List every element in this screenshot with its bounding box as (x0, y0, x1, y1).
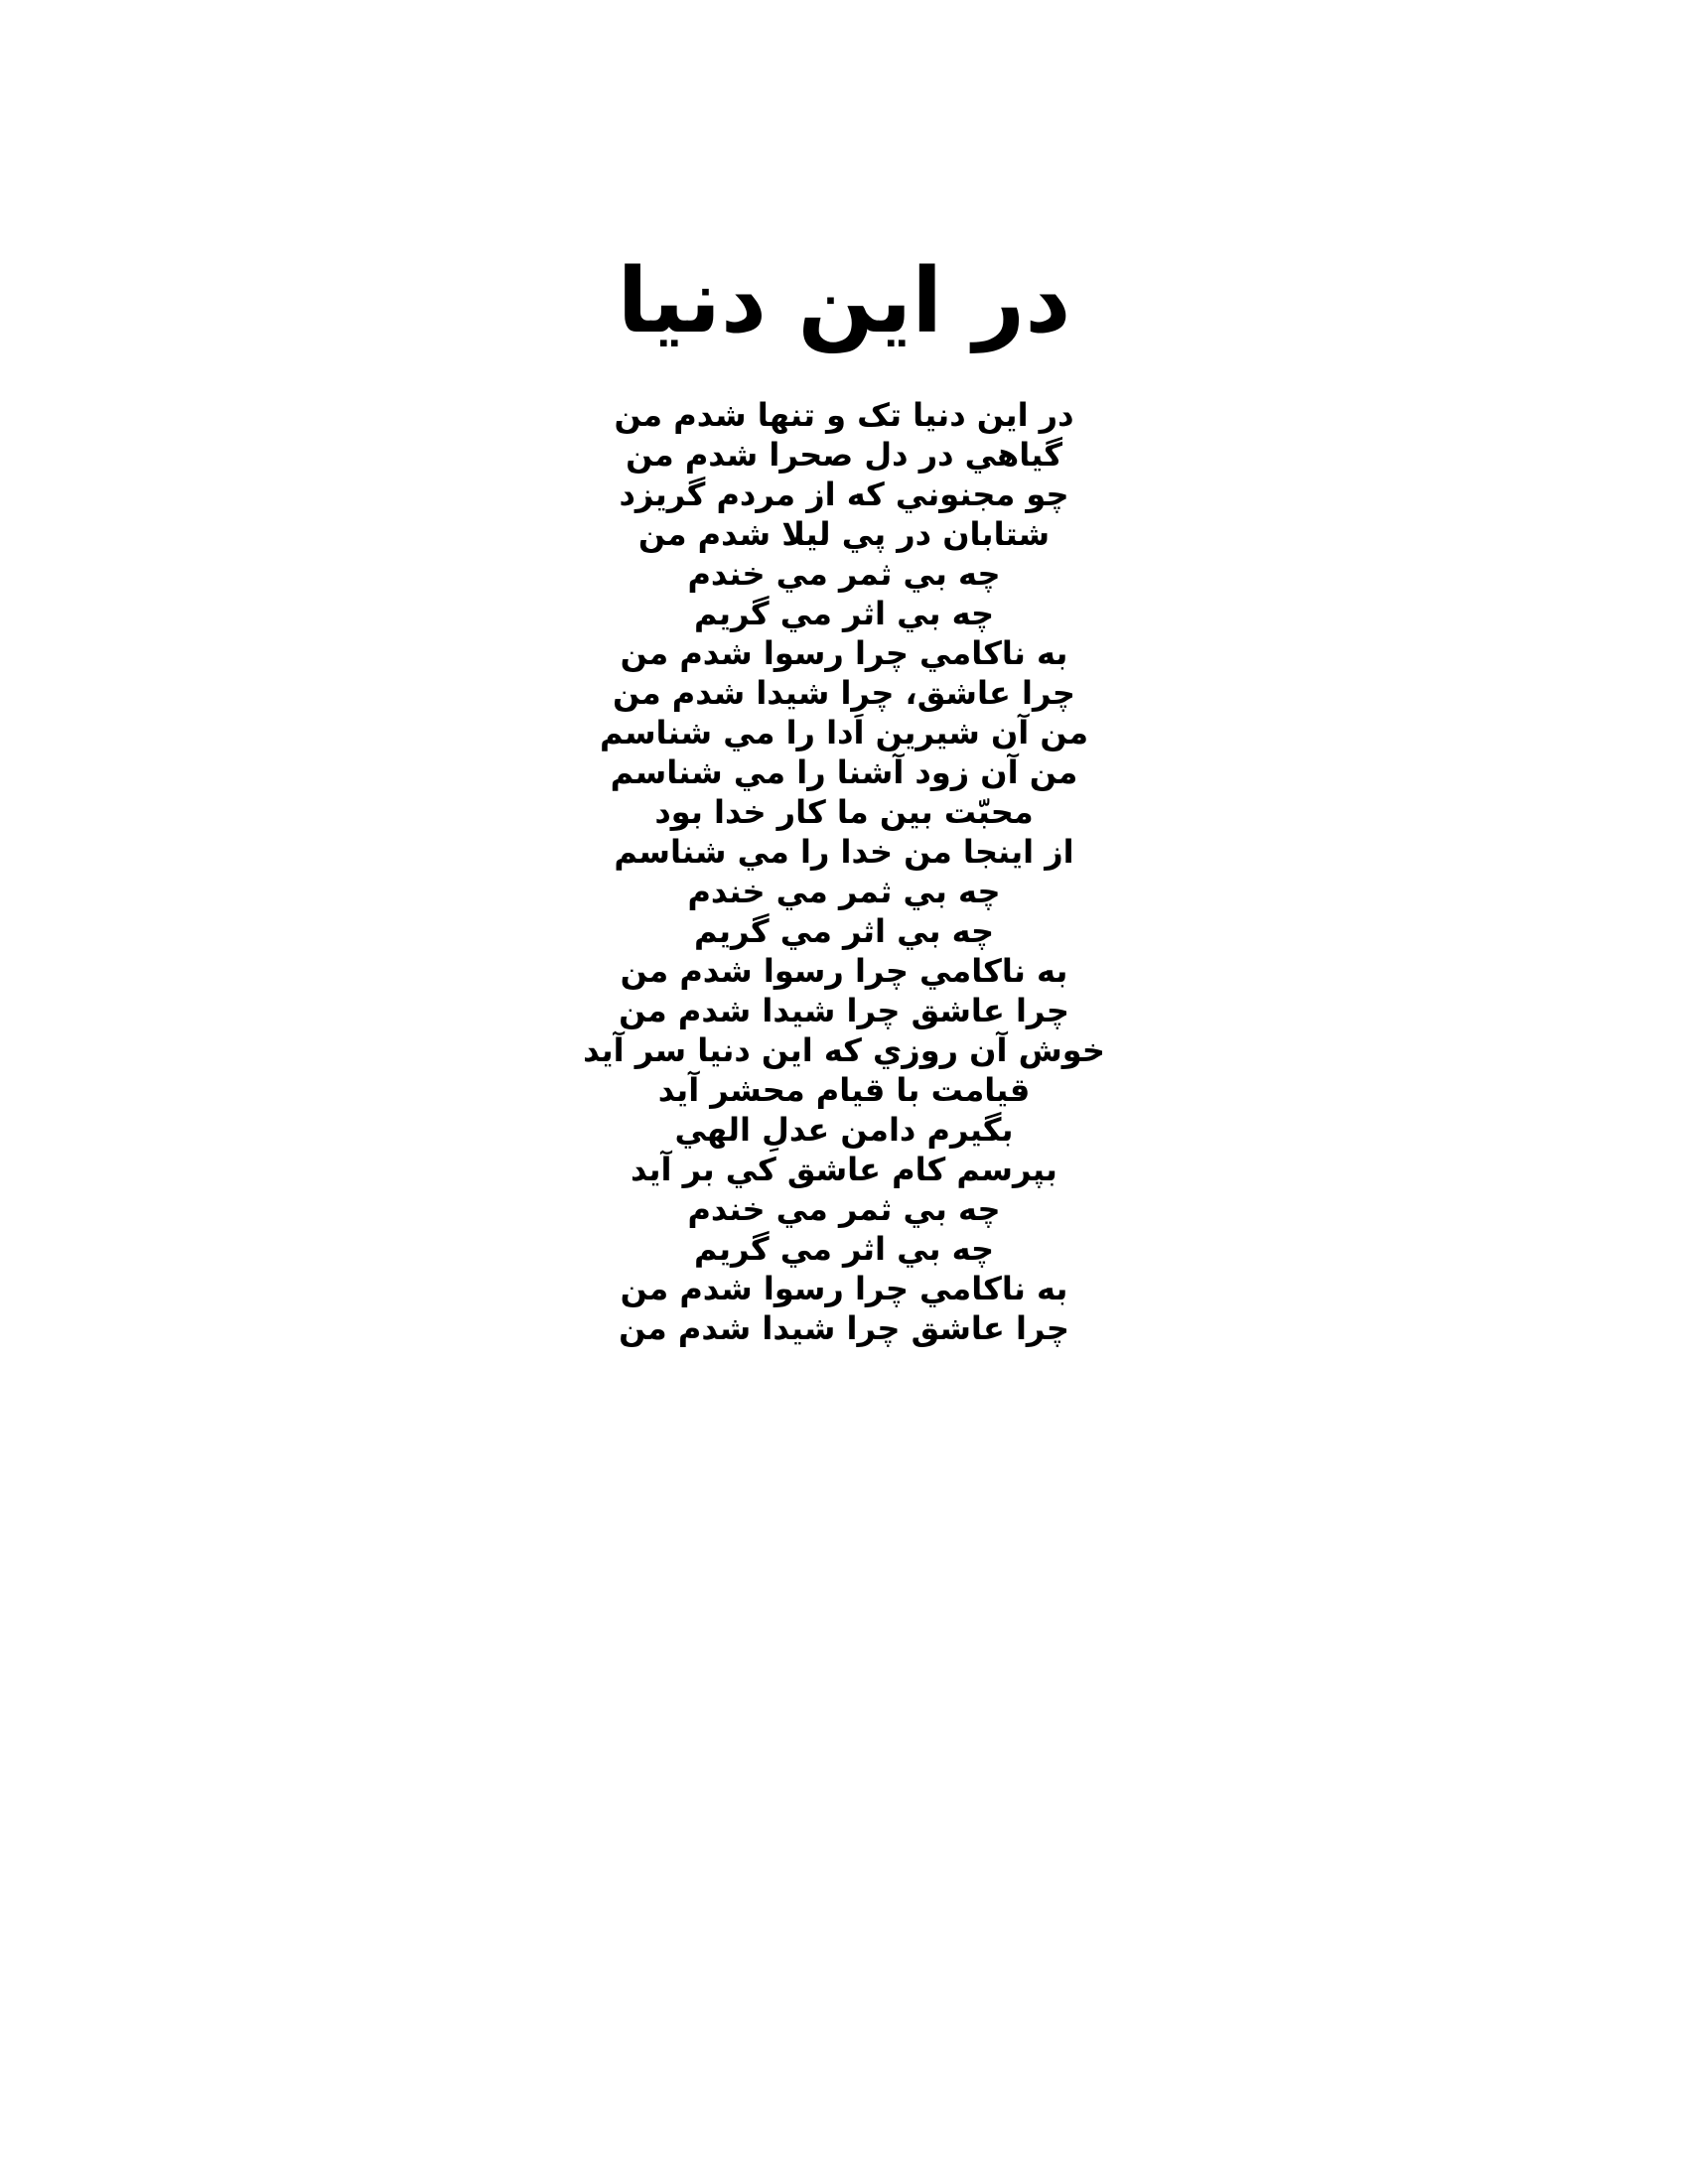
verse-line: خوش آن روزي که اين دنيا سر آيد (583, 1031, 1105, 1069)
verse-line: چه بي ثمر مي خندم (687, 1190, 1001, 1228)
verse-line: چرا عاشق چرا شيدا شدم من (619, 992, 1069, 1029)
verse-line: چه بي اثر مي گريم (693, 912, 995, 950)
verse-line: من آن شيرين اَدا را مي شناسم (599, 714, 1089, 751)
verse-line: به ناکامي چرا رسوا شدم من (620, 634, 1068, 672)
poem (447, 248, 1241, 1348)
verse-line: چه بي ثمر مي خندم (687, 873, 1001, 910)
verse-line: به ناکامي چرا رسوا شدم من (620, 952, 1068, 990)
verse-line: چه بي ثمر مي خندم (687, 555, 1001, 593)
verse-line: بگيرم دامن عدلِ الهي (674, 1111, 1014, 1149)
verse-line: چو مجنوني که از مردم گريزد (619, 476, 1069, 513)
verse-line: من آن زود آشنا را مي شناسم (610, 753, 1078, 791)
verse-line: در اين دنيا تک و تنها شدم من (614, 396, 1074, 434)
verse-line: بپرسم کام عاشق کي بر آيد (631, 1151, 1057, 1188)
verse-line: چه بي اثر مي گريم (693, 1230, 995, 1268)
verse-line: شتابان در پي ليلا شدم من (637, 515, 1051, 553)
verse-line: چرا عاشق، چرا شيدا شدم من (613, 674, 1075, 712)
verse-line: قيامت با قيام محشر آيد (657, 1071, 1031, 1109)
verse-line: چرا عاشق چرا شيدا شدم من (619, 1309, 1069, 1347)
verse-line: از اينجا من خدا را مي شناسم (614, 833, 1074, 871)
verse-line: گياهي در دل صحرا شدم من (626, 436, 1062, 474)
verse-list (447, 395, 1241, 1348)
verse-line: محبّت بين ما کار خدا بود (654, 793, 1034, 831)
poem-title: در اين دنيا (617, 249, 1071, 353)
verse-line: به ناکامي چرا رسوا شدم من (620, 1270, 1068, 1307)
verse-line: چه بي اثر مي گريم (693, 595, 995, 632)
